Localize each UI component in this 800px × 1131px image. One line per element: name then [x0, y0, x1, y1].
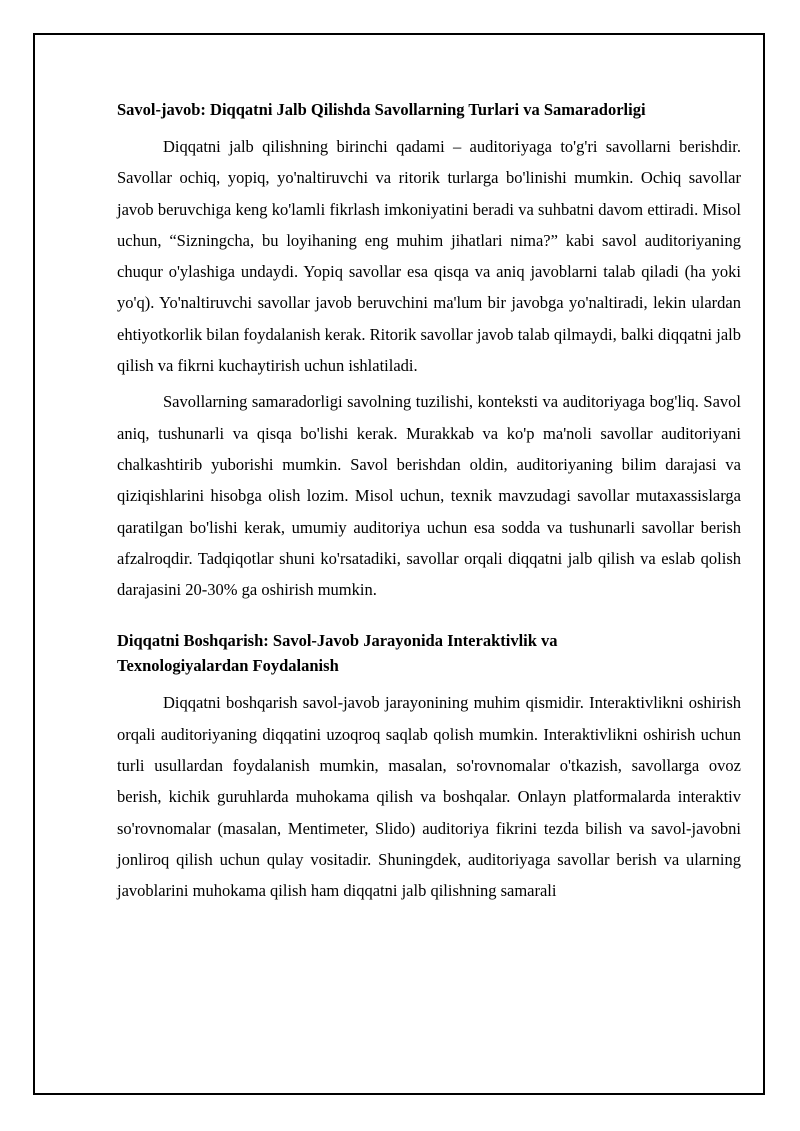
paragraph-2: Savollarning samaradorligi savolning tuzilishi, konteksti va auditoriyaga bog'liq. Savol aniq, tushunarli va qisqa bo'lishi kerak. Murakkab va ko'p ma'noli savollar auditoriyani chalkashtirib yuborishi mumkin. Savol berishdan oldin, auditoriyaning bilim darajasi va qiziqishlarini hisobga olish lozim. Misol uchun, texnik mavzudagi savollar mutaxassislarga qaratilgan bo'lishi kerak, umumiy auditoriya uchun esa sodda va tushunarli savollar berish afzalroqdir. Tadqiqotlar shuni ko'rsatadiki, savollar orqali diqqatni jalb qilish va eslab qolish darajasini 20-30% ga oshirish mumkin. — [117, 392, 741, 600]
section-heading-2-line-1: Diqqatni Boshqarish: Savol-Javob Jarayonida Interaktivlik va — [117, 631, 558, 651]
section-heading-1: Savol-javob: Diqqatni Jalb Qilishda Savollarning Turlari va Samaradorligi — [117, 100, 646, 119]
section-heading-2-line-2: Texnologiyalardan Foydalanish — [117, 656, 339, 676]
section-heading-2 — [117, 628, 741, 678]
document-body — [117, 97, 741, 912]
paragraph-1: Diqqatni jalb qilishning birinchi qadami – auditoriyaga to'g'ri savollarni berishdir. Savollar ochiq, yopiq, yo'naltiruvchi va ritorik turlarga bo'linishi mumkin. Ochiq savollar javob beruvchiga keng ko'lamli fikrlash imkoniyatini beradi va suhbatni davom ettiradi. Misol uchun, “Sizningcha, bu loyihaning eng muhim jihatlari nima?” kabi savol auditoriyaning chuqur o'ylashiga undaydi. Yopiq savollar esa qisqa va aniq javoblarni talab qiladi (ha yoki yo'q). Yo'naltiruvchi savollar javob beruvchini ma'lum bir javobga yo'naltiradi, lekin ulardan ehtiyotkorlik bilan foydalanish kerak. Ritorik savollar javob talab qilmaydi, balki diqqatni jalb qilish va fikrni kuchaytirish uchun ishlatiladi. — [117, 137, 741, 376]
paragraph-3: Diqqatni boshqarish savol-javob jarayonining muhim qismidir. Interaktivlikni oshirish orqali auditoriyaning diqqatini uzoqroq saqlab qolish mumkin. Interaktivlikni oshirish uchun turli usullardan foydalanish mumkin, masalan, so'rovnomalar o'tkazish, savollarga ovoz berish, kichik guruhlarda muhokama qilish va boshqalar. Onlayn platformalarda interaktiv so'rovnomalar (masalan, Mentimeter, Slido) auditoriya fikrini tezda bilish va savol-javobni jonliroq qilish uchun qulay vositadir. Shuningdek, auditoriyaga savollar berish va ularning javoblarini muhokama qilish ham diqqatni jalb qilishning samarali — [117, 693, 741, 901]
